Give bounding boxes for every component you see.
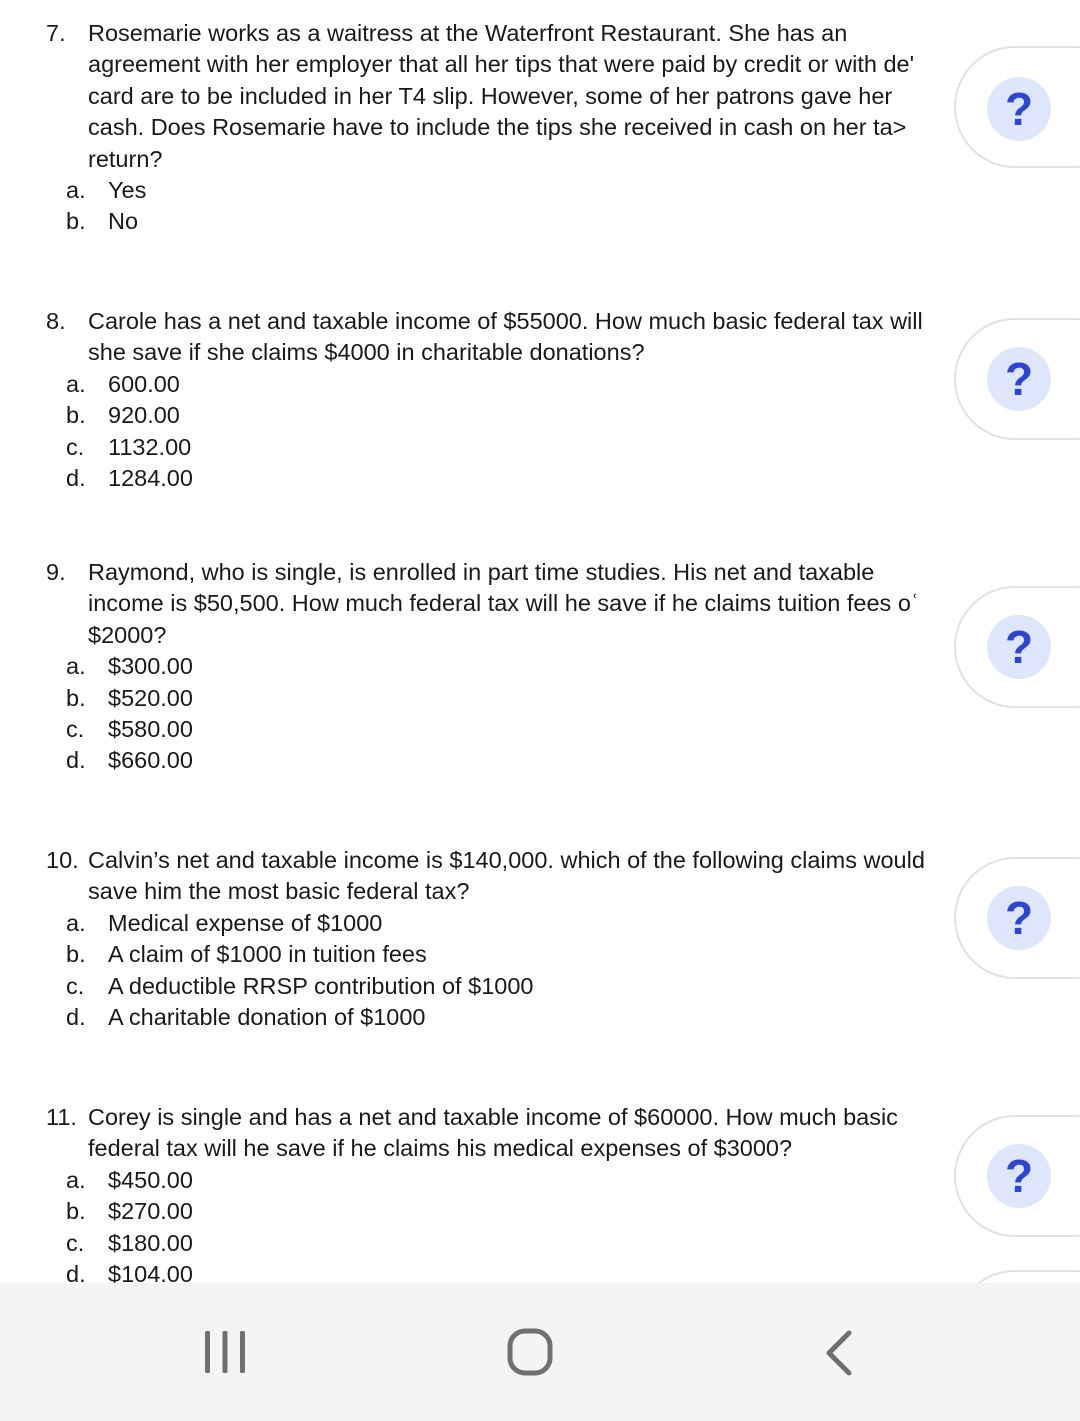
option-text: $180.00 — [108, 1229, 193, 1256]
question-number: 10. — [46, 847, 79, 873]
option-text: Yes — [108, 177, 147, 203]
option-text: $520.00 — [108, 684, 193, 711]
option-letter: c. — [66, 716, 85, 742]
question-text-line: income is $50,500. How much federal tax will he save if he claims tuition fees oʿ — [88, 590, 919, 617]
question-number: 11. — [46, 1104, 77, 1130]
question-text-line: Calvin’s net and taxable income is $140,000. which of the following claims would — [88, 847, 925, 873]
question-text-line: Carole has a net and taxable income of $55000. How much basic federal tax will — [88, 308, 923, 334]
option-letter: a. — [66, 653, 86, 680]
option-text: No — [108, 208, 139, 235]
question-text-line: return? — [88, 145, 163, 172]
recent-apps-icon — [190, 1321, 260, 1385]
help-question-icon[interactable]: ? — [987, 77, 1051, 141]
help-pill-partial — [954, 1270, 1080, 1283]
question-text-line: save him the most basic federal tax? — [88, 878, 470, 905]
option-letter: b. — [66, 402, 86, 429]
option-letter: a. — [66, 1166, 86, 1193]
home-button[interactable] — [496, 1321, 566, 1385]
option-letter: b. — [66, 941, 86, 968]
option-letter: c. — [66, 1229, 85, 1256]
option-text: A deductible RRSP contribution of $1000 — [108, 972, 534, 999]
recent-apps-button[interactable] — [190, 1321, 260, 1385]
option-letter: b. — [66, 1198, 86, 1225]
system-navigation-bar — [0, 1283, 1080, 1421]
help-question-icon[interactable]: ? — [987, 615, 1051, 679]
question-number: 7. — [46, 20, 66, 46]
option-letter: b. — [66, 208, 86, 235]
help-question-icon[interactable]: ? — [987, 1144, 1051, 1208]
question-number: 8. — [46, 308, 66, 334]
help-question-icon[interactable]: ? — [987, 347, 1051, 411]
question-text-line: federal tax will he save if he claims his medical expenses of $3000? — [88, 1135, 793, 1162]
option-letter: b. — [66, 684, 86, 711]
option-letter: d. — [66, 1261, 86, 1283]
option-letter: c. — [66, 433, 85, 460]
option-text: 920.00 — [108, 402, 180, 429]
question-number: 9. — [46, 559, 66, 585]
question-text-line: Corey is single and has a net and taxable income of $60000. How much basic — [88, 1104, 898, 1130]
question-text-line: cash. Does Rosemarie have to include the tips she received in cash on her ta˃ — [88, 114, 907, 141]
back-button[interactable] — [805, 1321, 875, 1385]
option-text: 1132.00 — [108, 433, 192, 460]
option-letter: c. — [66, 972, 85, 999]
question-text-line: Rosemarie works as a waitress at the Waterfront Restaurant. She has an — [88, 20, 848, 46]
option-letter: a. — [66, 909, 86, 936]
help-question-icon[interactable]: ? — [987, 886, 1051, 950]
option-letter: d. — [66, 747, 86, 774]
option-text: $450.00 — [108, 1166, 193, 1193]
option-text: 1284.00 — [108, 465, 193, 491]
back-icon — [805, 1321, 875, 1385]
question-text-line: she save if she claims $4000 in charitable donations? — [88, 339, 645, 366]
option-letter: d. — [66, 465, 86, 491]
question-text-line: Raymond, who is single, is enrolled in part time studies. His net and taxable — [88, 559, 875, 585]
option-text: $104.00 — [108, 1261, 193, 1283]
option-text: A claim of $1000 in tuition fees — [108, 941, 427, 968]
option-text: Medical expense of $1000 — [108, 909, 383, 936]
option-text: 600.00 — [108, 370, 180, 397]
option-text: $580.00 — [108, 716, 193, 742]
option-letter: a. — [66, 177, 86, 203]
question-text-line: agreement with her employer that all her tips that were paid by credit or with de' — [88, 51, 915, 78]
option-text: $300.00 — [108, 653, 193, 680]
option-letter: a. — [66, 370, 86, 397]
option-letter: d. — [66, 1004, 86, 1030]
option-text: $270.00 — [108, 1198, 193, 1225]
question-text-line: card are to be included in her T4 slip. However, some of her patrons gave her — [88, 82, 893, 109]
home-icon — [496, 1321, 566, 1385]
option-text: $660.00 — [108, 747, 193, 774]
option-text: A charitable donation of $1000 — [108, 1004, 426, 1030]
question-text-line: $2000? — [88, 621, 167, 648]
